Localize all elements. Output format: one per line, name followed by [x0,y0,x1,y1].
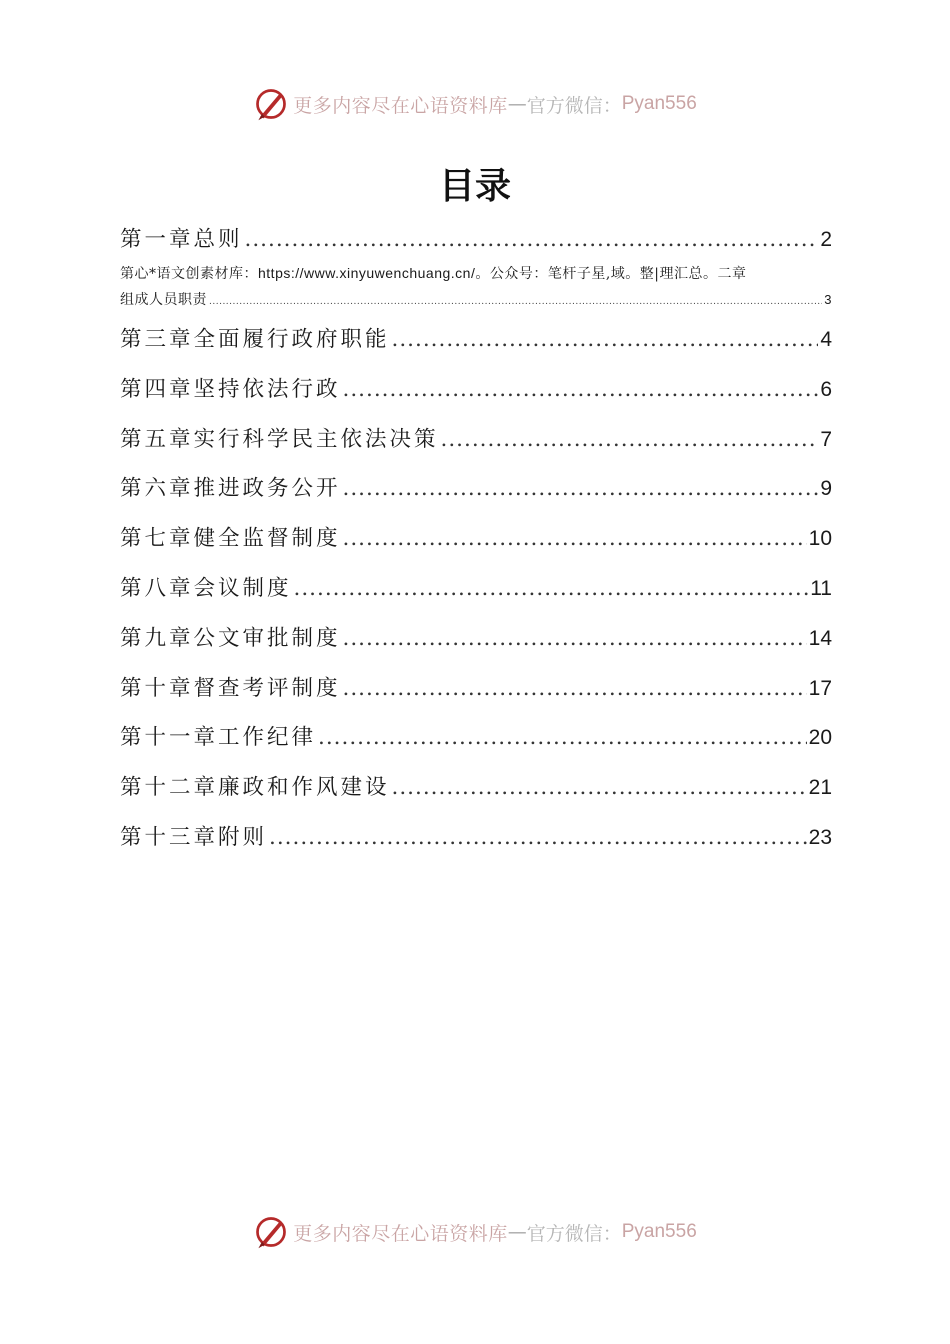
toc-entry-page: 6 [820,378,832,401]
toc-entry[interactable] [120,521,832,552]
toc-dot-leader [318,725,807,750]
quill-pen-logo-icon [253,86,289,122]
toc-entry-label: 第十一章工作纪律 [120,725,317,750]
toc-entry-page: 4 [820,328,832,351]
toc-entry-page: 11 [810,577,832,600]
toc-entry[interactable] [120,471,832,502]
toc-entry-label: 第三章全面履行政府职能 [120,327,390,352]
toc-entry-label: 第八章会议制度 [120,576,292,601]
toc-dot-leader [343,676,807,701]
toc-entry-label: 第九章公文审批制度 [120,626,341,651]
toc-entry-watermarked[interactable] [120,260,832,315]
toc-dot-leader [269,825,807,850]
banner-wechat-id: Pyan556 [621,1221,697,1242]
toc-entry-page: 10 [808,527,832,550]
toc-entry[interactable] [120,422,832,453]
banner-text: 更多内容尽在心语资料库 [293,94,508,117]
toc-entry-page: 9 [820,477,832,500]
quill-pen-logo-icon [253,1214,289,1250]
watermark-url: https://www.xinyuwenchuang.cn/ [258,265,476,281]
toc-entry-page: 23 [808,826,832,849]
toc-entry[interactable] [120,671,832,702]
banner-wechat-id: Pyan556 [621,93,697,114]
toc-dot-leader [343,377,819,402]
toc-entry-label: 第十三章附则 [120,825,268,850]
toc-dot-leader [343,476,819,501]
toc-dot-leader [209,289,822,315]
toc-entry-label: 第五章实行科学民主依法决策 [120,427,439,452]
toc-entry-page: 17 [808,677,832,700]
toc-entry[interactable] [120,770,832,801]
toc-dot-leader [294,576,809,601]
toc-entry[interactable] [120,322,832,353]
toc-dot-leader [343,526,807,551]
toc-entry-label: 第一章总则 [120,227,243,252]
toc-entry[interactable] [120,222,832,253]
watermark-suffix: 。公众号：笔杆子星,域。整|理汇总。二章 [475,266,747,282]
toc-entry-label: 第六章推进政务公开 [120,476,341,501]
footer-watermark-banner [0,1210,950,1254]
toc-entry[interactable] [120,571,832,602]
toc-dot-leader [441,427,819,452]
banner-wechat-label: 官方微信： [526,1222,622,1245]
toc-dot-leader [245,227,819,252]
toc-entry[interactable] [120,372,832,403]
watermark-line [120,260,832,287]
toc-entry-label: 第十二章廉政和作风建设 [120,775,390,800]
watermark-prefix: 第心*语文创素材库： [120,266,258,282]
toc-dot-leader [343,626,807,651]
toc-entry-line [120,287,832,315]
toc-entry[interactable] [120,820,832,851]
banner-separator: — [507,93,527,115]
toc-entry-page: 3 [824,292,832,307]
toc-entry-page: 14 [808,627,832,650]
toc-entry-page: 2 [820,228,832,251]
banner-separator: — [507,1221,527,1243]
toc-dot-leader [392,327,819,352]
banner-text: 更多内容尽在心语资料库 [293,1222,508,1245]
toc-entry-label: 第四章坚持依法行政 [120,377,341,402]
banner-wechat-label: 官方微信： [526,94,622,117]
page-title: 目录 [438,166,511,207]
toc-entry-label: 第七章健全监督制度 [120,526,341,551]
toc-entry-page: 21 [808,776,832,799]
toc-entry[interactable] [120,720,832,751]
toc-entry-label: 组成人员职责 [120,292,207,308]
toc-entry[interactable] [120,621,832,652]
header-watermark-banner [0,82,950,126]
toc-dot-leader [392,775,807,800]
toc-entry-page: 20 [808,726,832,749]
toc-entry-page: 7 [820,428,832,451]
toc-entry-label: 第十章督查考评制度 [120,676,341,701]
